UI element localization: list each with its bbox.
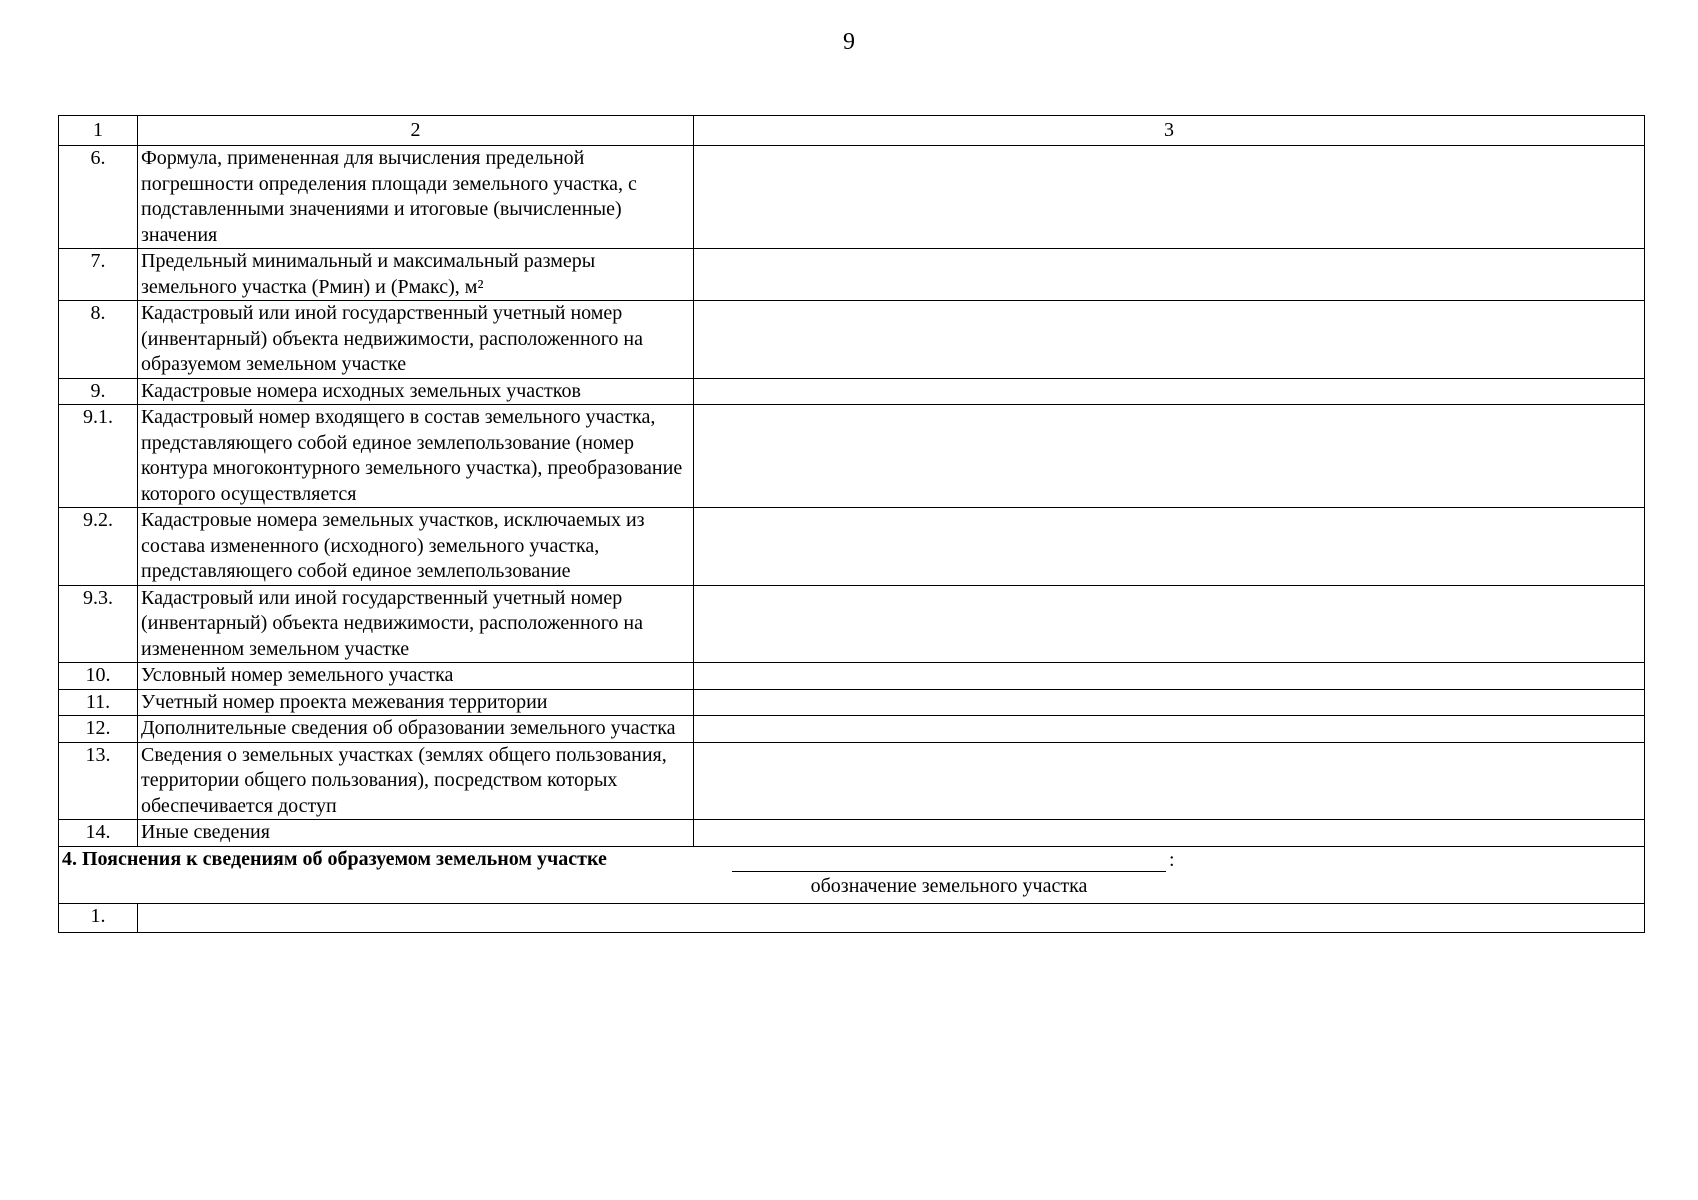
table-row	[59, 742, 1645, 820]
row-value-field[interactable]	[694, 716, 1645, 743]
table-row	[59, 716, 1645, 743]
row-value-field[interactable]	[694, 663, 1645, 690]
table-row	[59, 689, 1645, 716]
section-title: 4. Пояснения к сведениям об образуемом земельном участке	[62, 847, 607, 870]
row-label: Кадастровые номера земельных участков, исключаемых из состава измененного (исходного) земельного участка, представляющего собой единое землепользование	[138, 508, 694, 586]
explanation-row	[59, 903, 1645, 932]
section-4-header-cell	[59, 846, 1645, 903]
row-number: 9.2.	[59, 508, 138, 586]
column-number-3: 3	[694, 116, 1645, 146]
page-number: 9	[843, 29, 855, 55]
table-row	[59, 585, 1645, 663]
table-row	[59, 378, 1645, 405]
row-label: Кадастровый или иной государственный учетный номер (инвентарный) объекта недвижимости, расположенного на измененном земельном участке	[138, 585, 694, 663]
row-number: 7.	[59, 249, 138, 301]
row-number: 13.	[59, 742, 138, 820]
row-label: Кадастровые номера исходных земельных участков	[138, 378, 694, 405]
row-label: Кадастровый или иной государственный учетный номер (инвентарный) объекта недвижимости, расположенного на образуемом земельном участке	[138, 301, 694, 379]
row-number: 1.	[59, 903, 138, 932]
row-number: 8.	[59, 301, 138, 379]
row-value-field[interactable]	[694, 742, 1645, 820]
row-label: Кадастровый номер входящего в состав земельного участка, представляющего собой единое землепользование (номер контура многоконтурного земельного участка), преобразование которого осуществляется	[138, 405, 694, 508]
section-4-header-row	[59, 846, 1645, 903]
row-number: 9.3.	[59, 585, 138, 663]
row-label: Учетный номер проекта межевания территории	[138, 689, 694, 716]
row-label: Сведения о земельных участках (землях общего пользования, территории общего пользования), посредством которых обеспечивается доступ	[138, 742, 694, 820]
row-label: Иные сведения	[138, 820, 694, 847]
explanation-text-field[interactable]	[138, 903, 1645, 932]
table-row	[59, 146, 1645, 249]
row-value-field[interactable]	[694, 301, 1645, 379]
column-number-1: 1	[59, 116, 138, 146]
table-row	[59, 508, 1645, 586]
row-value-field[interactable]	[694, 378, 1645, 405]
row-number: 12.	[59, 716, 138, 743]
table-row	[59, 820, 1645, 847]
row-label: Условный номер земельного участка	[138, 663, 694, 690]
table-row	[59, 663, 1645, 690]
column-numbers-row	[59, 116, 1645, 146]
row-label: Предельный минимальный и максимальный размеры земельного участка (Рмин) и (Рмакс), м²	[138, 249, 694, 301]
row-value-field[interactable]	[694, 146, 1645, 249]
row-value-field[interactable]	[694, 405, 1645, 508]
row-number: 9.1.	[59, 405, 138, 508]
row-number: 6.	[59, 146, 138, 249]
row-label: Дополнительные сведения об образовании земельного участка	[138, 716, 694, 743]
designation-colon: :	[1169, 848, 1175, 871]
row-value-field[interactable]	[694, 689, 1645, 716]
row-number: 10.	[59, 663, 138, 690]
row-value-field[interactable]	[694, 249, 1645, 301]
land-plot-info-table	[58, 115, 1645, 933]
row-value-field[interactable]	[694, 508, 1645, 586]
row-value-field[interactable]	[694, 585, 1645, 663]
row-number: 11.	[59, 689, 138, 716]
table-row	[59, 301, 1645, 379]
row-number: 9.	[59, 378, 138, 405]
designation-caption: обозначение земельного участка	[810, 874, 1088, 897]
row-label: Формула, примененная для вычисления предельной погрешности определения площади земельного участка, с подставленными значениями и итоговые (вычисленные) значения	[138, 146, 694, 249]
table-row	[59, 405, 1645, 508]
column-number-2: 2	[138, 116, 694, 146]
table-row	[59, 249, 1645, 301]
row-number: 14.	[59, 820, 138, 847]
row-value-field[interactable]	[694, 820, 1645, 847]
designation-field[interactable]	[732, 871, 1166, 872]
